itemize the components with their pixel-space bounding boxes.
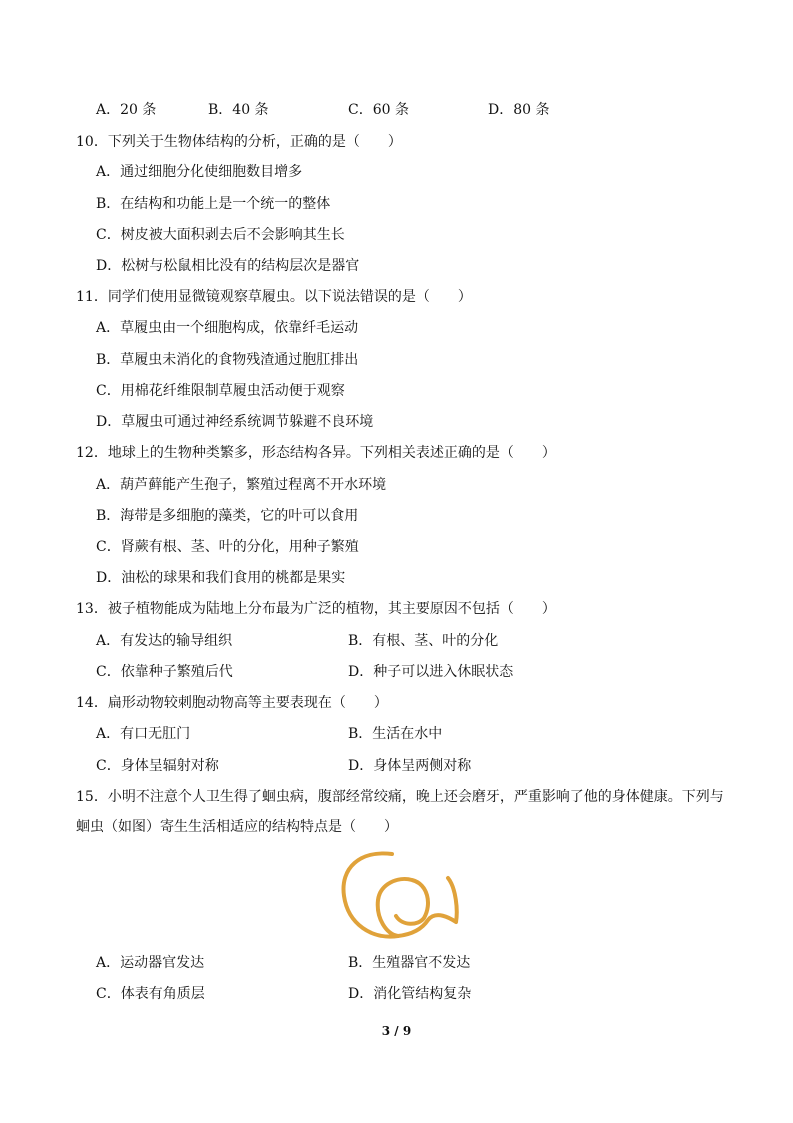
q15-option-b: B．生殖器官不发达 [348,955,471,971]
q9-option-a: A．20 条 [96,102,157,118]
q13-option-b: B．有根、茎、叶的分化 [348,633,499,649]
q14-option-a: A．有口无肛门 [96,726,191,742]
q14-stem: 14．扁形动物较刺胞动物高等主要表现在（ ） [76,695,388,711]
q11-option-c: C．用棉花纤维限制草履虫活动便于观察 [96,383,345,399]
q12-option-d: D．油松的球果和我们食用的桃都是果实 [96,570,346,586]
q10-option-a: A．通过细胞分化使细胞数目增多 [96,164,303,180]
roundworm-body [343,853,456,936]
page-number: 3 / 9 [381,1024,412,1038]
q14-option-c: C．身体呈辐射对称 [96,758,219,774]
q15-option-c: C．体表有角质层 [96,986,205,1002]
q10-option-c: C．树皮被大面积剥去后不会影响其生长 [96,227,345,243]
q13-option-d: D．种子可以进入休眠状态 [348,664,514,680]
q15-option-d: D．消化管结构复杂 [348,986,472,1002]
q9-option-c: C．60 条 [348,102,409,118]
q11-option-d: D．草履虫可通过神经系统调节躲避不良环境 [96,414,374,430]
q9-options [0,100,793,120]
q14-option-d: D．身体呈两侧对称 [348,758,472,774]
q9-option-d: D．80 条 [488,102,550,118]
q15-stem-line2: 蛔虫（如图）寄生生活相适应的结构特点是（ ） [76,819,398,835]
q11-stem: 11．同学们使用显微镜观察草履虫。以下说法错误的是（ ） [76,289,472,305]
q10-option-d: D．松树与松鼠相比没有的结构层次是器官 [96,258,360,274]
q12-stem: 12．地球上的生物种类繁多，形态结构各异。下列相关表述正确的是（ ） [76,445,556,461]
roundworm-figure [332,848,462,948]
q12-option-c: C．肾蕨有根、茎、叶的分化，用种子繁殖 [96,539,359,555]
q15-option-a: A．运动器官发达 [96,955,205,971]
q9-option-b: B．40 条 [208,102,269,118]
q13-option-a: A．有发达的输导组织 [96,633,233,649]
q12-option-a: A．葫芦藓能产生孢子，繁殖过程离不开水环境 [96,477,387,493]
q11-option-b: B．草履虫未消化的食物残渣通过胞肛排出 [96,352,359,368]
q10-option-b: B．在结构和功能上是一个统一的整体 [96,196,331,212]
q13-stem: 13．被子植物能成为陆地上分布最为广泛的植物，其主要原因不包括（ ） [76,601,556,617]
q10-stem: 10．下列关于生物体结构的分析，正确的是（ ） [76,134,402,150]
q13-option-c: C．依靠种子繁殖后代 [96,664,233,680]
q15-stem-line1: 15．小明不注意个人卫生得了蛔虫病，腹部经常绞痛，晚上还会磨牙，严重影响了他的身体健康。下列与 [76,789,724,805]
q14-option-b: B．生活在水中 [348,726,443,742]
q12-option-b: B．海带是多细胞的藻类，它的叶可以食用 [96,508,359,524]
q11-option-a: A．草履虫由一个细胞构成，依靠纤毛运动 [96,320,359,336]
